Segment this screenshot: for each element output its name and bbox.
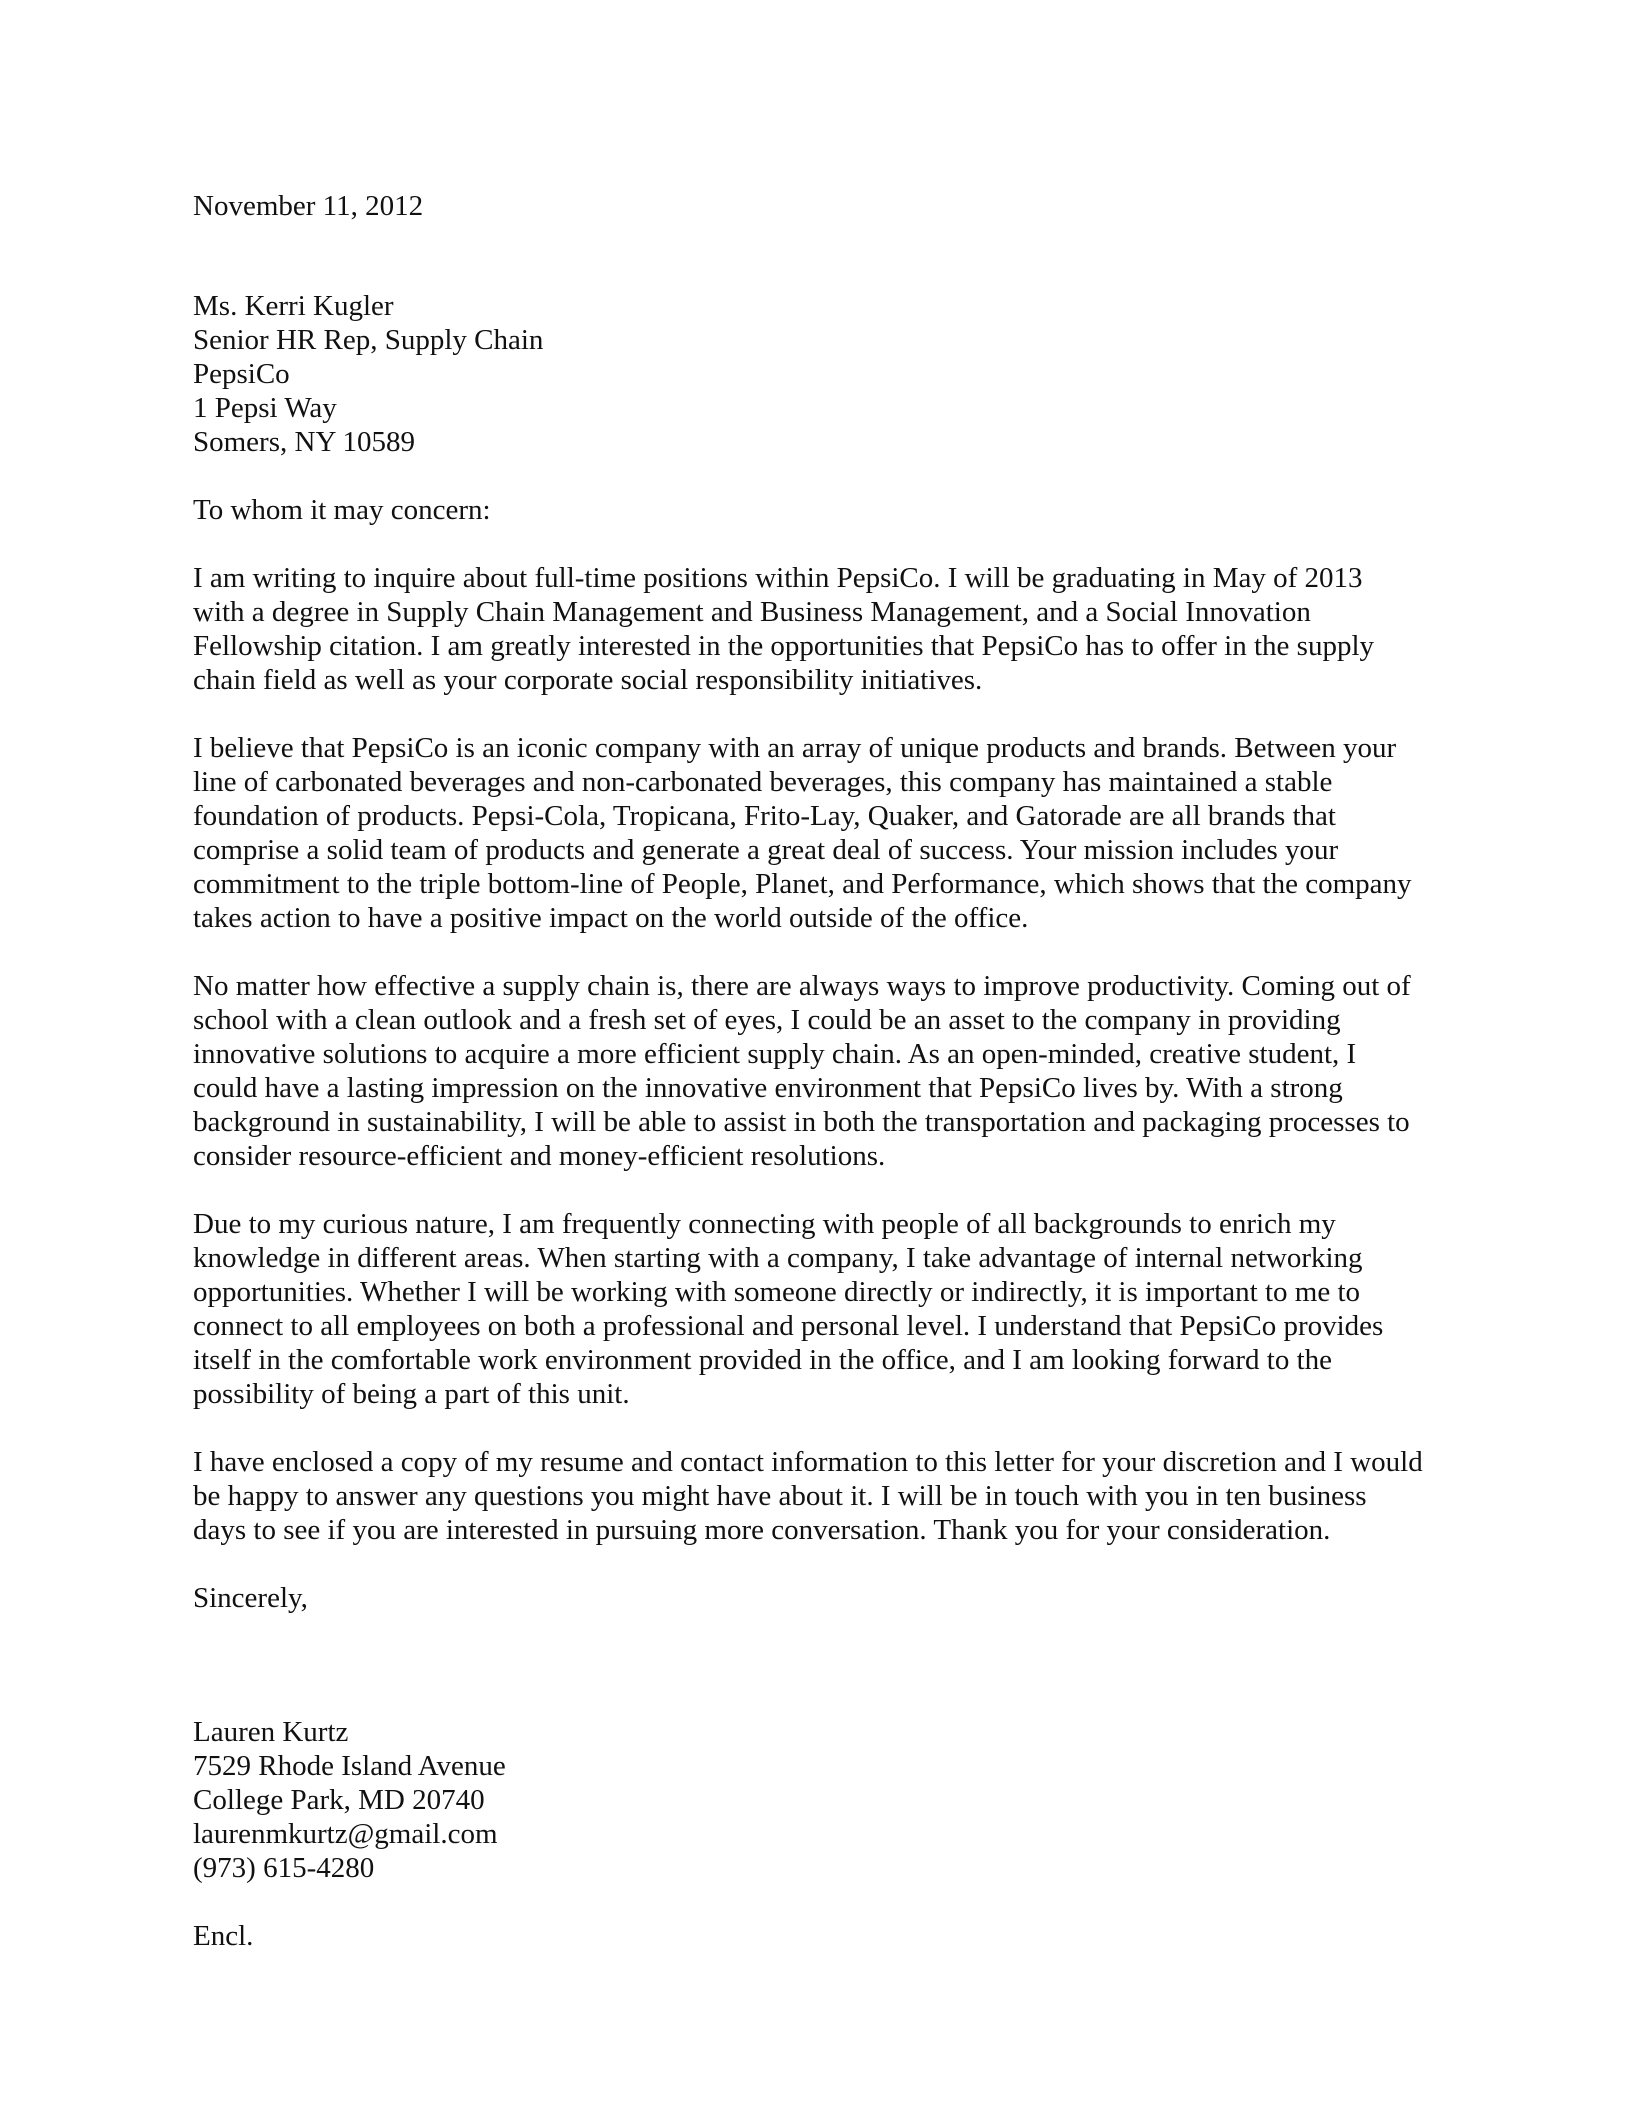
paragraph-line: itself in the comfortable work environment provided in the office, and I am looking forward to the — [193, 1344, 1333, 1376]
enclosure-text: Encl. — [193, 1920, 254, 1952]
paragraph-line: knowledge in different areas. When starting with a company, I take advantage of internal networking — [193, 1242, 1363, 1274]
paragraph-line: possibility of being a part of this unit. — [193, 1378, 630, 1410]
closing — [193, 1581, 1463, 1615]
sender-city: College Park, MD 20740 — [193, 1784, 485, 1816]
recipient-company: PepsiCo — [193, 358, 290, 390]
paragraph-line: days to see if you are interested in pursuing more conversation. Thank you for your consideration. — [193, 1514, 1331, 1546]
date-text: November 11, 2012 — [193, 190, 424, 222]
paragraph-line: takes action to have a positive impact on the world outside of the office. — [193, 902, 1029, 934]
paragraph-line: background in sustainability, I will be able to assist in both the transportation and packaging processes to — [193, 1106, 1410, 1138]
sender-contact-block — [193, 1715, 1463, 1885]
paragraph-line: opportunities. Whether I will be working with someone directly or indirectly, it is important to me to — [193, 1276, 1361, 1308]
recipient-title: Senior HR Rep, Supply Chain — [193, 324, 544, 356]
paragraph-line: be happy to answer any questions you might have about it. I will be in touch with you in ten business — [193, 1480, 1367, 1512]
recipient-address — [193, 289, 1463, 459]
letter-date — [193, 189, 1463, 223]
paragraph-line: chain field as well as your corporate social responsibility initiatives. — [193, 664, 983, 696]
cover-letter — [193, 189, 1463, 1953]
paragraph-line: I believe that PepsiCo is an iconic company with an array of unique products and brands. Between your — [193, 732, 1397, 764]
sender-phone: (973) 615-4280 — [193, 1852, 375, 1884]
paragraph-line: I have enclosed a copy of my resume and contact information to this letter for your discretion and I would — [193, 1446, 1423, 1478]
paragraph-line: I am writing to inquire about full-time positions within PepsiCo. I will be graduating in May of 2013 — [193, 562, 1363, 594]
paragraph-line: school with a clean outlook and a fresh set of eyes, I could be an asset to the company in providing — [193, 1004, 1341, 1036]
sender-street: 7529 Rhode Island Avenue — [193, 1750, 506, 1782]
enclosure-note — [193, 1919, 1463, 1953]
paragraph-line: innovative solutions to acquire a more efficient supply chain. As an open-minded, creative student, I — [193, 1038, 1357, 1070]
paragraph-line: consider resource-efficient and money-efficient resolutions. — [193, 1140, 886, 1172]
recipient-name: Ms. Kerri Kugler — [193, 290, 394, 322]
body-paragraph-4 — [193, 1207, 1463, 1411]
paragraph-line: No matter how effective a supply chain is, there are always ways to improve productivity. Coming out of — [193, 970, 1411, 1002]
sender-name: Lauren Kurtz — [193, 1716, 349, 1748]
paragraph-line: foundation of products. Pepsi-Cola, Tropicana, Frito-Lay, Quaker, and Gatorade are all brands that — [193, 800, 1336, 832]
salutation — [193, 493, 1463, 527]
closing-text: Sincerely, — [193, 1582, 308, 1614]
body-paragraph-5 — [193, 1445, 1463, 1547]
sender-email: laurenmkurtz@gmail.com — [193, 1818, 498, 1850]
paragraph-line: commitment to the triple bottom-line of People, Planet, and Performance, which shows that the company — [193, 868, 1412, 900]
paragraph-line: connect to all employees on both a professional and personal level. I understand that PepsiCo provides — [193, 1310, 1384, 1342]
paragraph-line: could have a lasting impression on the innovative environment that PepsiCo lives by. With a strong — [193, 1072, 1343, 1104]
paragraph-line: comprise a solid team of products and generate a great deal of success. Your mission includes your — [193, 834, 1339, 866]
paragraph-line: Due to my curious nature, I am frequently connecting with people of all backgrounds to enrich my — [193, 1208, 1336, 1240]
paragraph-line: line of carbonated beverages and non-carbonated beverages, this company has maintained a stable — [193, 766, 1333, 798]
body-paragraph-3 — [193, 969, 1463, 1173]
recipient-street: 1 Pepsi Way — [193, 392, 337, 424]
paragraph-line: with a degree in Supply Chain Management and Business Management, and a Social Innovation — [193, 596, 1311, 628]
recipient-city: Somers, NY 10589 — [193, 426, 416, 458]
body-paragraph-1 — [193, 561, 1463, 697]
salutation-text: To whom it may concern: — [193, 494, 491, 526]
body-paragraph-2 — [193, 731, 1463, 935]
paragraph-line: Fellowship citation. I am greatly interested in the opportunities that PepsiCo has to offer in the supply — [193, 630, 1375, 662]
